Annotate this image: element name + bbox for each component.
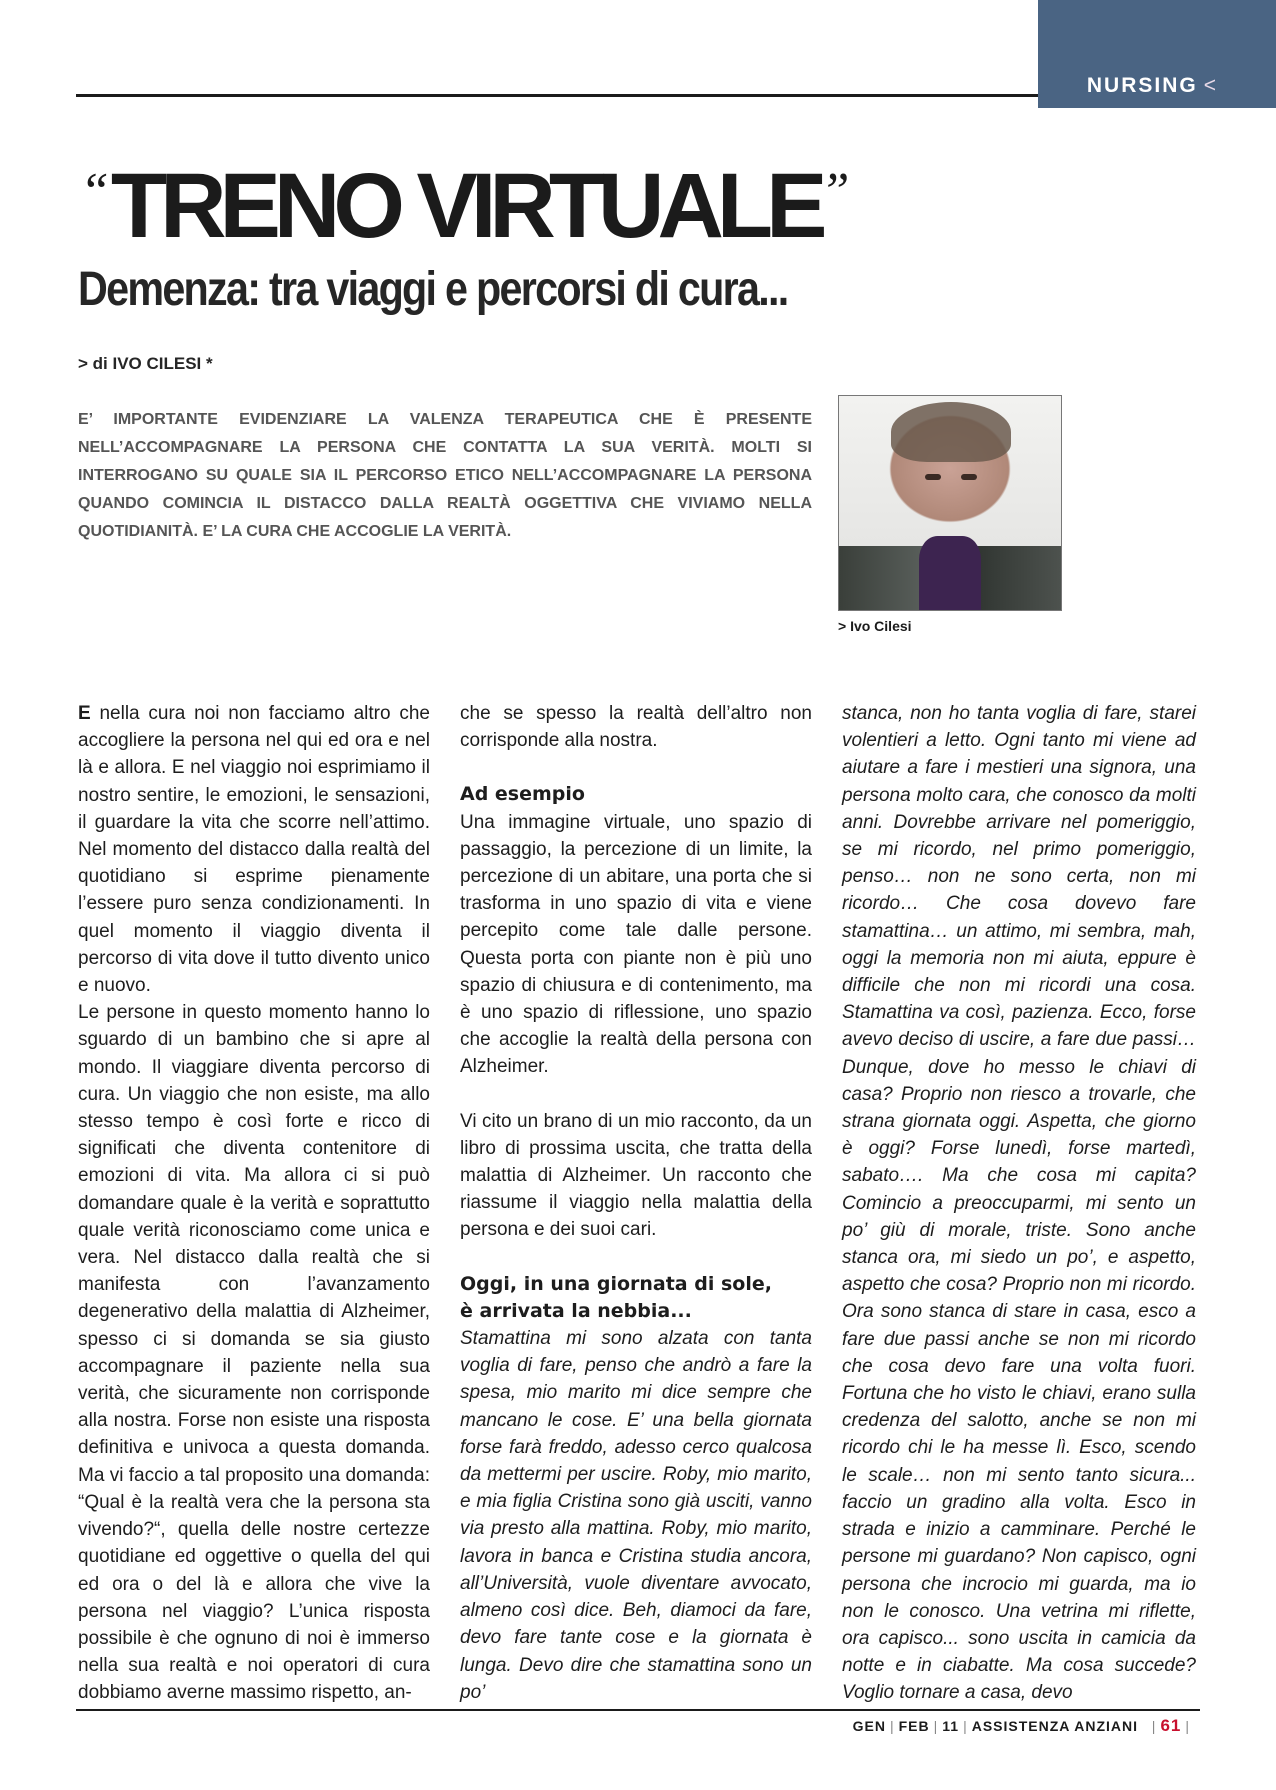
paragraph: Una immagine virtuale, uno spazio di passaggio, la percezione di un limite, la percezione di un abitare, una porta che si trasforma in uno spazio di vita e viene percepito come tale dalle persone. Questa porta con piante non è più uno spazio di chiusura e di contenimento, ma è uno spazio di riflessione, uno spazio che accoglie la realtà della persona con Alzheimer. xyxy=(460,811,812,1078)
issue-year: 11 xyxy=(942,1718,960,1734)
photo-collar xyxy=(919,536,981,611)
chevron-left-icon: < xyxy=(1203,74,1218,97)
paragraph: Le persone in questo momento hanno lo sguardo di un bambino che si apre al mondo. Il viaggiare diventa percorso di cura. Un viaggio che non esiste, ma allo stesso tempo è così forte e ricco di significati che diventa contenitore di emozioni di vita. Ma allora ci si può domandare quale è la verità e soprattutto quale verità riconosciamo come unica e vera. Nel distacco dalla realtà che si manifesta con l’avanzamento degenerativo della malattia di Alzheimer, spesso ci si domanda se sia giusto accompagnare il paziente nella sua verità, che sicuramente non corrisponde alla nostra. Forse non esiste una risposta definitiva e univoca a questa domanda. Ma vi faccio a tal proposito una domanda: “Qual è la realtà vera che la persona sta vivendo?“, quella delle nostre certezze quotidiane ed oggettive o quella del qui ed ora o del là e allora che vive la persona nel viaggio? L’unica risposta possibile è che ognuno di noi è immerso nella sua realtà e noi operatori di cura dobbiamo averne massimo rispetto, an- xyxy=(78,1002,430,1704)
article-subtitle: Demenza: tra viaggi e percorsi di cura... xyxy=(78,263,788,316)
photo-caption: > Ivo Cilesi xyxy=(838,618,912,634)
spacer xyxy=(460,1244,812,1271)
story-paragraph: stanca, non ho tanta voglia di fare, starei volentieri a letto. Ogni tanto mi viene ad aiutare a fare i mestieri una signora, una persona molto cara, che conosco da molti anni. Dovrebbe arrivare nel pomeriggio, se mi ricordo, nel primo pomeriggio, penso… non ne sono certa, non mi ricordo… Che cosa dovevo fare stamattina… un attimo, mi sembra, mah, oggi la memoria non mi aiuta, eppure è difficile che non mi ricordi una cosa. Stamattina va così, pazienza. Ecco, forse avevo deciso di uscire, a fare due passi… Dunque, dove ho messo le chiavi di casa? Proprio non riesco a trovarle, che strana giornata oggi. Aspetta, che giorno è oggi? Forse lunedì, forse martedì, sabato…. Ma che cosa mi capita? Comincio a preoccuparmi, mi sento un po’ giù di morale, triste. Sono anche stanca ora, mi siedo un po’, e aspetto, aspetto che cosa? Proprio non mi ricordo. Ora sono stanca di stare in casa, esco a fare due passi anche se non mi ricordo che cosa devo fare una volta fuori. Fortuna che ho visto le chiavi, erano sulla credenza del salotto, anche se non mi ricordo chi le ha messe lì. Esco, scendo le scale… non mi sento tanto sicura... faccio un gradino alla volta. Esco in strada e inizio a camminare. Perché le persone mi guardano? Non capisco, ogni persona che incrocio mi guarda, ma io non le conosco. Una vetrina mi riflette, ora capisco... sono uscita in camicia da notte e in ciabatte. Ma cosa succede? Voglio tornare a casa, devo xyxy=(842,703,1196,1704)
section-label xyxy=(1087,74,1218,98)
column-2 xyxy=(460,700,812,1706)
column-1 xyxy=(78,700,430,1707)
paragraph xyxy=(78,700,430,999)
paragraph: che se spesso la realtà dell’altro non corrisponde alla nostra. xyxy=(460,703,812,752)
photo-hair xyxy=(891,402,1011,462)
section-tab xyxy=(1038,0,1276,108)
title-text: TRENO VIRTUALE xyxy=(110,155,821,257)
section-heading: Ad esempio xyxy=(460,783,585,806)
abstract: E’ IMPORTANTE EVIDENZIARE LA VALENZA TERAPEUTICA CHE È PRESENTE NELL’ACCOMPAGNARE LA PERSONA CHE CONTATTA LA SUA VERITÀ. MOLTI SI INTERROGANO SU QUALE SIA IL PERCORSO ETICO NELL’ACCOMPAGNARE LA PERSONA QUANDO COMINCIA IL DISTACCO DALLA REALTÀ OGGETTIVA CHE VIVIAMO NELLA QUOTIDIANITÀ. E’ LA CURA CHE ACCOGLIE LA VERITÀ. xyxy=(78,411,812,540)
bottom-divider xyxy=(76,1709,1200,1711)
author-photo xyxy=(838,395,1062,611)
paragraph-text: nella cura noi non facciamo altro che accogliere la persona nel qui ed ora e nel là e allora. E nel viaggio noi esprimiamo il nostro sentire, le emozioni, le sensazioni, il guardare la vita che scorre nell’attimo. Nel momento del distacco dalla realtà del quotidiano si esprime pienamente l’essere puro senza condizionamenti. In quel momento il viaggio diventa il percorso di vita dove il tutto divento unico e nuovo. xyxy=(78,703,430,997)
spacer xyxy=(460,754,812,781)
photo-eye xyxy=(925,474,941,480)
byline: > di IVO CILESI * xyxy=(78,354,213,373)
publication-name: ASSISTENZA ANZIANI xyxy=(971,1718,1139,1734)
photo-eye xyxy=(961,474,977,480)
close-quote: ” xyxy=(820,163,852,220)
issue-month-2: FEB xyxy=(898,1718,930,1734)
story-paragraph: Stamattina mi sono alzata con tanta voglia di fare, penso che andrò a fare la spesa, mio marito mi dice sempre che mancano le cose. E’ una bella giornata forse farà freddo, adesso cerco qualcosa da mettermi per uscire. Roby, mio marito, e mia figlia Cristina sono già usciti, vanno via presto alla mattina. Roby, mio marito, lavora in banca e Cristina studia ancora, all’Università, vuole diventare avvocato, almeno così dice. Beh, diamoci da fare, devo fare tante cose e la giornata è lunga. Devo dire che stamattina sono un po’ xyxy=(460,1328,812,1703)
section-name: NURSING xyxy=(1086,74,1198,97)
issue-month-1: GEN xyxy=(852,1718,886,1734)
open-quote: “ xyxy=(80,163,111,220)
page-number: 61 xyxy=(1160,1716,1182,1735)
spacer xyxy=(460,1081,812,1108)
section-heading: è arrivata la nebbia... xyxy=(460,1299,692,1322)
page-footer: GEN | FEB | 11 | ASSISTENZA ANZIANI | 61 | xyxy=(852,1716,1190,1735)
column-3 xyxy=(842,700,1196,1707)
section-heading: Oggi, in una giornata di sole, xyxy=(460,1272,772,1295)
article-title xyxy=(80,155,852,257)
dropcap: E xyxy=(78,703,91,724)
top-divider xyxy=(76,94,1038,97)
paragraph: Vi cito un brano di un mio racconto, da un libro di prossima uscita, che tratta della malattia di Alzheimer. Un racconto che riassume il viaggio nella malattia della persona e dei suoi cari. xyxy=(460,1110,812,1241)
